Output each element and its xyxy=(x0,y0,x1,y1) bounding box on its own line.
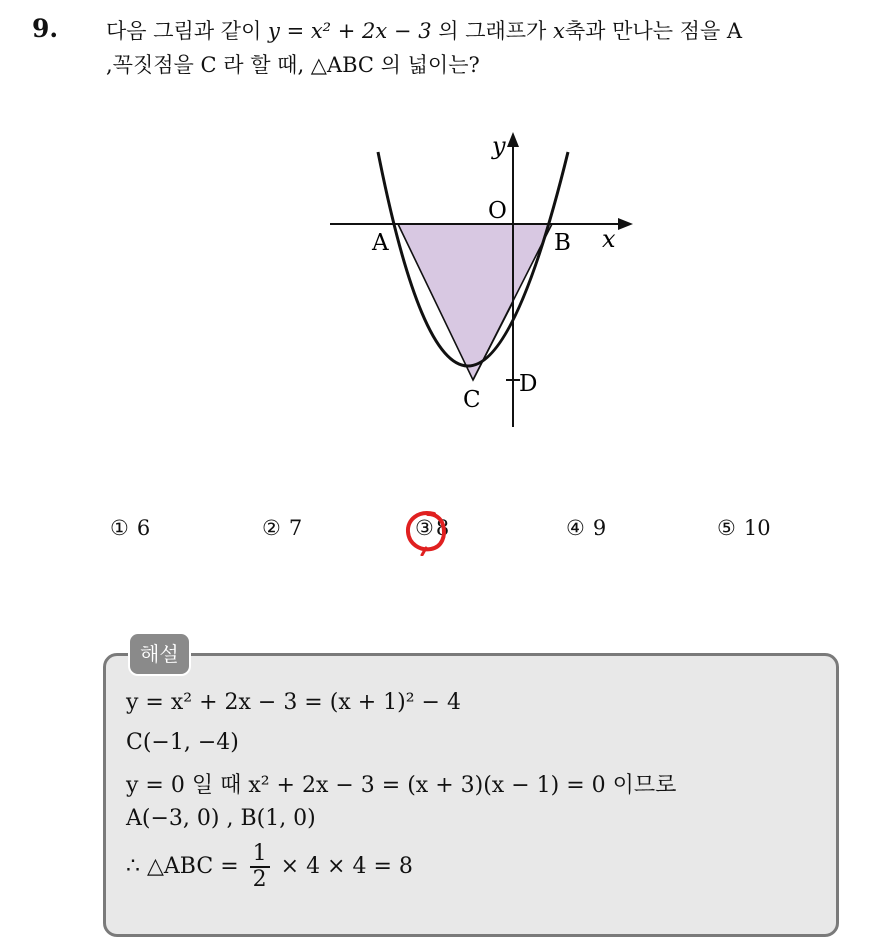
solution-line-1: y = x² + 2x − 3 = (x + 1)² − 4 xyxy=(126,690,461,715)
solution-tag: 해설 xyxy=(128,632,191,676)
question-text-part: 의 그래프가 xyxy=(431,19,554,43)
choice-1[interactable] xyxy=(110,516,150,540)
choice-number: ④ xyxy=(566,516,585,540)
question-number: 9. xyxy=(32,14,59,43)
choice-value: 7 xyxy=(288,516,303,540)
fraction-denominator: 2 xyxy=(252,867,267,892)
solution-line-2: C(−1, −4) xyxy=(126,730,239,755)
origin-label: O xyxy=(488,198,507,224)
x-axis-label: x xyxy=(602,225,616,253)
question-text-part: 다음 그림과 같이 xyxy=(106,19,269,43)
solution-therefore: ∴ △ABC = xyxy=(126,854,239,879)
solution-line-5 xyxy=(126,842,413,892)
point-c-label: C xyxy=(463,387,481,413)
choice-number: ① xyxy=(110,516,129,540)
choice-number: ⑤ xyxy=(717,516,736,540)
solution-box xyxy=(103,653,839,937)
choice-value: 8 xyxy=(435,516,450,540)
parabola-graph xyxy=(320,120,650,440)
question-text xyxy=(106,14,876,82)
choice-number: ③ xyxy=(415,516,434,540)
y-axis-arrow xyxy=(507,132,519,147)
choice-value: 6 xyxy=(136,516,151,540)
selected-answer-circle xyxy=(404,508,450,556)
question-text-part: 축과 만나는 점을 A xyxy=(564,19,743,43)
fraction-numerator: 1 xyxy=(250,842,270,868)
question-line-2: ,꼭짓점을 C 라 할 때, △ABC 의 넓이는? xyxy=(106,53,480,77)
solution-result: × 4 × 4 = 8 xyxy=(280,854,413,879)
triangle-abc xyxy=(398,224,552,380)
fraction-one-half xyxy=(250,842,270,892)
choice-value: 10 xyxy=(743,516,771,540)
choice-2[interactable] xyxy=(262,516,302,540)
point-a-label: A xyxy=(372,230,389,256)
choice-value: 9 xyxy=(592,516,607,540)
solution-line-3: y = 0 일 때 x² + 2x − 3 = (x + 3)(x − 1) = 0 이므로 xyxy=(126,773,677,798)
choice-number: ② xyxy=(262,516,281,540)
question-x-variable: x xyxy=(553,19,565,43)
choice-4[interactable] xyxy=(566,516,606,540)
x-axis-arrow xyxy=(618,218,633,230)
point-b-label: B xyxy=(554,230,571,256)
question-line-1 xyxy=(106,14,876,48)
choice-5[interactable] xyxy=(717,516,771,540)
question-equation: y = x² + 2x − 3 xyxy=(268,19,432,43)
y-axis-label: y xyxy=(492,132,506,160)
point-d-label: D xyxy=(519,371,538,397)
solution-line-4: A(−3, 0) , B(1, 0) xyxy=(126,806,316,831)
answer-choices xyxy=(110,516,870,552)
